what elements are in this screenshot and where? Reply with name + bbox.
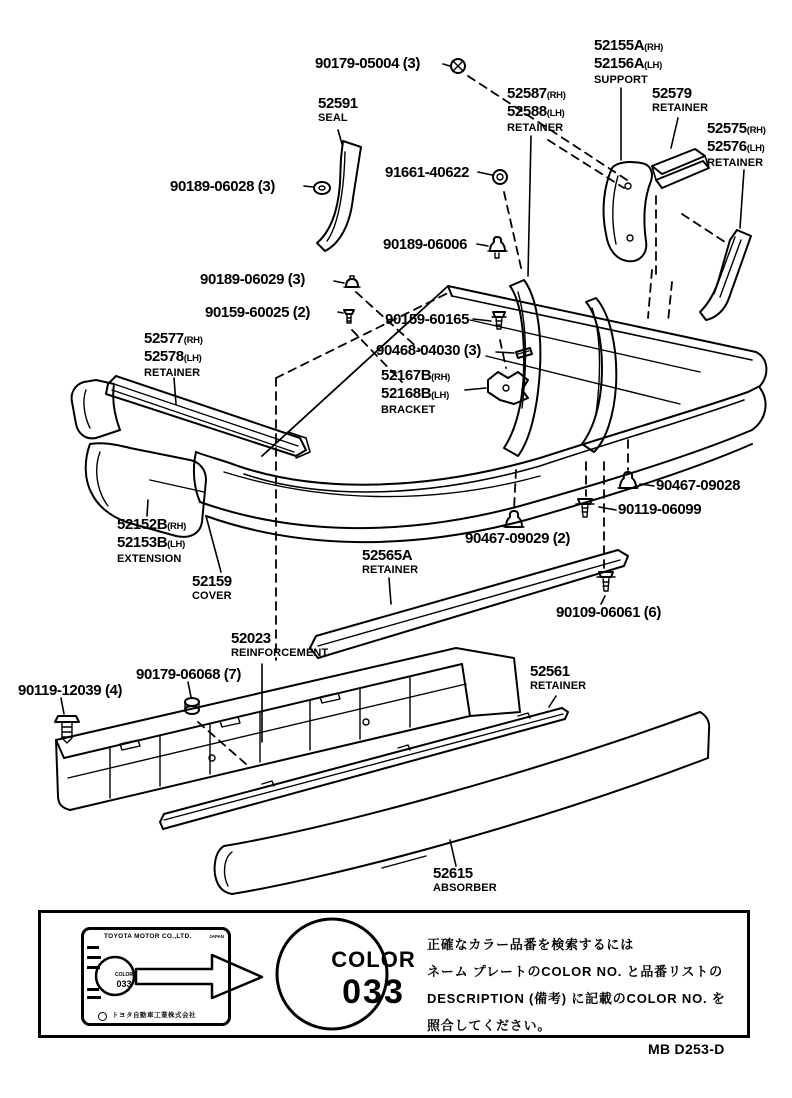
callout-90119-06099	[618, 501, 701, 519]
part-number: 52588	[507, 103, 547, 120]
callout-90468-04030	[376, 342, 481, 360]
callout-90119-12039	[18, 682, 122, 700]
color-callout-code: 033	[342, 973, 405, 1011]
part-retainer-52561	[160, 696, 568, 829]
part-number: 52575	[707, 120, 747, 137]
part-number: 90159-60025 (2)	[205, 304, 310, 321]
part-caption: SUPPORT	[594, 74, 648, 86]
callout-seal-52591	[318, 96, 358, 124]
note-line-4: 照合してください。	[427, 1018, 552, 1033]
part-number: 91661-40622	[385, 164, 470, 181]
part-retainer-52579	[652, 118, 709, 188]
part-number: 90468-04030 (3)	[376, 342, 481, 359]
fastener-nut-90179-05004	[443, 59, 465, 73]
fastener-screw-90109-06061	[597, 572, 615, 604]
side-suffix: (LH)	[183, 353, 202, 364]
note-line-1: 正確なカラー品番を検索するには	[427, 937, 635, 952]
side-suffix: (LH)	[644, 60, 662, 71]
callout-absorber-52615	[433, 866, 497, 894]
part-number: 52591	[318, 95, 358, 112]
part-number: 52578	[144, 348, 184, 365]
side-suffix: (RH)	[431, 372, 451, 383]
callout-90189-06006	[383, 236, 467, 254]
part-retainer-52587	[504, 136, 616, 456]
part-number: 52577	[144, 330, 184, 347]
part-number: 90189-06029 (3)	[200, 271, 305, 288]
part-retainer-52577	[106, 376, 310, 458]
part-bracket-52167b	[465, 372, 528, 404]
fastener-grommet-91661-40622	[478, 170, 507, 184]
part-number: 52168B	[381, 385, 432, 402]
plate-field-bar	[87, 996, 101, 999]
fastener-clip-90467-09028	[618, 472, 654, 488]
side-suffix: (LH)	[431, 390, 449, 401]
part-number: 52615	[433, 865, 473, 882]
plate-color-label: COLOR	[114, 972, 134, 978]
callout-90159-60165	[385, 311, 469, 329]
callout-retainer-52575	[707, 121, 766, 169]
plate-field-bar	[87, 946, 99, 949]
side-suffix: (RH)	[746, 125, 766, 136]
part-support-52155a	[604, 88, 652, 261]
part-number: 52565A	[362, 547, 413, 564]
side-suffix: (LH)	[546, 108, 565, 119]
part-number: 90119-06099	[618, 501, 702, 518]
plate-color-code: 033	[116, 979, 132, 989]
plate-field-bar	[87, 966, 100, 969]
part-number: 90179-05004 (3)	[315, 55, 420, 72]
part-number: 52587	[507, 85, 547, 102]
callout-90467-09029	[465, 530, 570, 548]
part-number: 90119-12039 (4)	[18, 682, 123, 699]
name-plate	[81, 927, 231, 1026]
plate-maker-text: TOYOTA MOTOR CO.,LTD.	[104, 933, 192, 940]
callout-90109-06061	[556, 604, 661, 622]
fastener-screw-90119-06099	[576, 499, 616, 517]
plate-field-bar	[87, 988, 99, 991]
part-caption: RETAINER	[530, 680, 587, 692]
side-suffix: (RH)	[546, 90, 566, 101]
fastener-nut-90189-06029	[334, 276, 360, 287]
part-number: 52152B	[117, 516, 168, 533]
part-caption: BRACKET	[381, 404, 436, 416]
callout-90179-06068	[136, 666, 241, 684]
part-number: 52167B	[381, 367, 432, 384]
part-number: 90179-06068 (7)	[136, 666, 241, 683]
part-caption: COVER	[192, 590, 232, 602]
part-caption: RETAINER	[144, 367, 201, 379]
fastener-clip-90468-04030	[496, 348, 532, 358]
side-suffix: (RH)	[644, 42, 664, 53]
part-caption: SEAL	[318, 112, 348, 124]
part-number: 52576	[707, 138, 747, 155]
part-number: 52561	[530, 663, 570, 680]
part-reinforcement-52023	[56, 648, 520, 810]
callout-retainer-52577	[144, 331, 203, 379]
callout-90467-09028	[656, 477, 740, 495]
part-number: 90109-06061 (6)	[556, 604, 661, 621]
leader-cover	[206, 516, 221, 572]
part-extension-52152b	[72, 380, 206, 537]
maker-logo-icon	[98, 1012, 107, 1021]
callout-retainer-52587	[507, 86, 566, 134]
part-caption: RETAINER	[362, 564, 419, 576]
note-line-2: ネーム プレートのCOLOR NO. と品番リストの	[427, 964, 723, 979]
part-caption: EXTENSION	[117, 553, 182, 565]
callout-retainer-52579	[652, 86, 708, 114]
callout-extension-52152b	[117, 517, 186, 565]
part-number: 90189-06006	[383, 236, 468, 253]
fastener-clip-90467-09029	[504, 511, 524, 527]
callout-cover-52159	[192, 574, 232, 602]
part-caption: REINFORCEMENT	[231, 647, 329, 659]
fastener-nut-90189-06028	[304, 182, 330, 194]
callout-90159-60025	[205, 304, 310, 322]
part-number: 52156A	[594, 55, 645, 72]
fastener-screw-90159-60165	[473, 312, 506, 329]
color-note-text	[427, 931, 726, 1039]
side-suffix: (LH)	[746, 143, 765, 154]
part-caption: RETAINER	[652, 102, 709, 114]
part-number: 90467-09029 (2)	[465, 530, 570, 547]
callout-90189-06028	[170, 178, 275, 196]
note-line-3: DESCRIPTION (備考) に記載のCOLOR NO. を	[427, 991, 726, 1006]
callout-reinforcement-52023	[231, 631, 328, 659]
side-suffix: (LH)	[167, 539, 185, 550]
color-callout-label: COLOR	[331, 947, 416, 972]
side-suffix: (RH)	[167, 521, 187, 532]
part-caption: RETAINER	[707, 157, 764, 169]
callout-retainer-52565a	[362, 548, 418, 576]
part-number: 52159	[192, 573, 232, 590]
part-caption: ABSORBER	[433, 882, 497, 894]
part-number: 52023	[231, 630, 271, 647]
callout-support-52155a	[594, 38, 663, 86]
callout-bracket-52167b	[381, 368, 450, 416]
plate-field-bar	[87, 956, 101, 959]
part-number: 90467-09028	[656, 477, 741, 494]
callout-91661-40622	[385, 164, 469, 182]
part-caption: RETAINER	[507, 122, 564, 134]
part-number: 90189-06028 (3)	[170, 178, 275, 195]
part-number: 52155A	[594, 37, 645, 54]
plate-maker-jp: トヨタ自動車工業株式会社	[112, 1012, 196, 1019]
color-note-box	[38, 910, 750, 1038]
part-number: 90159-60165	[385, 311, 470, 328]
part-number: 52579	[652, 85, 692, 102]
callout-90189-06029	[200, 271, 305, 289]
callout-retainer-52561	[530, 664, 586, 692]
callout-90179-05004	[315, 55, 420, 73]
side-suffix: (RH)	[183, 335, 203, 346]
part-retainer-52575	[700, 170, 751, 320]
fastener-clip-90189-06006	[477, 237, 507, 258]
plate-origin-text: JAPAN	[209, 934, 224, 939]
page-code: MB D253-D	[648, 1041, 725, 1057]
fastener-screw-90159-60025	[338, 310, 354, 323]
part-number: 52153B	[117, 534, 168, 551]
